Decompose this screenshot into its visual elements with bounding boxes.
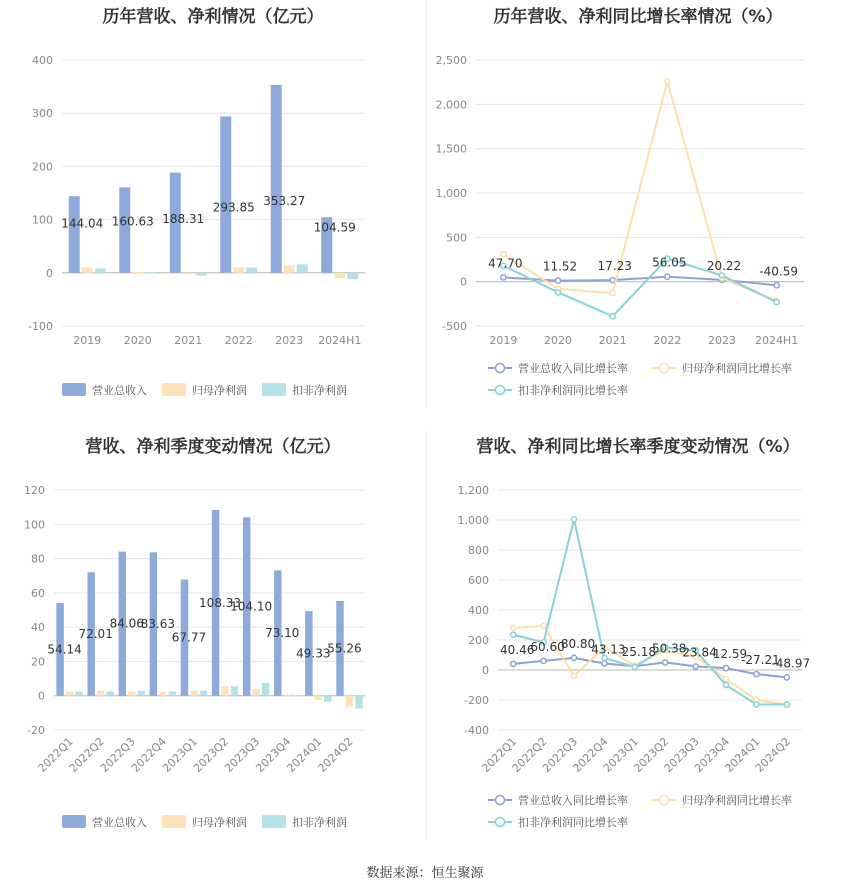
legend-label: 归母净利润同比增长率 [682, 362, 792, 375]
legend-label: 归母净利润 [192, 384, 247, 397]
bar [231, 686, 238, 695]
y-tick-label: 2,500 [435, 54, 467, 67]
data-point [665, 274, 670, 279]
legend-label: 扣非净利润同比增长率 [518, 816, 628, 829]
data-label: 83.63 [140, 617, 176, 632]
data-point [663, 660, 668, 665]
legend-label: 扣非净利润 [292, 816, 347, 829]
legend-marker [496, 796, 505, 805]
data-label: 54.14 [47, 642, 82, 657]
data-label: 11.52 [542, 259, 578, 274]
x-tick-label: 2023Q3 [222, 734, 263, 775]
legend-marker [496, 364, 505, 373]
data-point [571, 655, 576, 660]
y-tick-label: 1,000 [435, 187, 467, 200]
data-point [723, 682, 728, 687]
bar [315, 696, 322, 700]
bar [252, 689, 259, 696]
data-point [754, 671, 759, 676]
legend-label: 营业总收入 [92, 816, 147, 829]
legend-label: 扣非净利润同比增长率 [518, 384, 628, 397]
data-label: 188.31 [162, 211, 205, 226]
x-tick-label: 2022 [224, 334, 253, 347]
legend-label: 营业总收入同比增长率 [518, 362, 628, 375]
data-label: 12.59 [712, 647, 748, 662]
data-label: 49.33 [296, 646, 331, 661]
x-tick-label: 2024Q2 [315, 734, 356, 775]
legend-swatch [62, 815, 86, 828]
y-tick-label: 800 [468, 544, 489, 557]
bar [246, 267, 257, 272]
bar [347, 273, 358, 279]
data-label: 104.10 [230, 599, 273, 614]
data-point [754, 702, 759, 707]
data-label: 25.18 [621, 645, 656, 660]
legend-label: 营业总收入 [92, 384, 147, 397]
bar [324, 696, 331, 702]
data-point [774, 283, 779, 288]
data-label: 67.77 [171, 630, 207, 645]
legend-swatch [162, 383, 186, 396]
x-tick-label: 2024H1 [318, 334, 362, 347]
x-tick-label: 2022Q3 [540, 734, 581, 775]
data-point [602, 661, 607, 666]
chart-panel-annual-amount [0, 0, 426, 410]
legend-swatch [262, 815, 286, 828]
y-tick-label: 200 [32, 160, 53, 174]
bar [355, 696, 362, 709]
series-line [513, 519, 787, 704]
y-tick-label: 80 [31, 552, 45, 566]
data-label: 160.63 [111, 214, 154, 229]
data-label: 144.04 [61, 216, 104, 231]
bar [271, 85, 282, 273]
data-point [571, 673, 576, 678]
y-tick-label: -200 [464, 694, 489, 707]
bar [75, 691, 82, 695]
bar [346, 696, 353, 707]
data-point [610, 291, 615, 296]
y-tick-label: 400 [468, 604, 489, 617]
data-label: 293.85 [212, 200, 255, 215]
bar [190, 691, 197, 696]
bar [106, 691, 113, 695]
bar [334, 273, 345, 278]
chart-quarterly-amount [0, 430, 426, 850]
data-point [784, 675, 789, 680]
data-point [610, 278, 615, 283]
bar [66, 691, 73, 695]
x-tick-label: 2023 [275, 334, 304, 347]
bar [119, 187, 130, 272]
x-tick-label: 2023Q4 [253, 734, 294, 775]
data-label: 84.06 [109, 616, 144, 631]
bar [145, 272, 156, 273]
bar [293, 695, 300, 696]
data-label: 80.80 [560, 636, 596, 651]
x-tick-label: 2022Q4 [570, 734, 611, 775]
chart-title: 营收、净利同比增长率季度变动情况（%） [476, 437, 800, 457]
data-label: 73.10 [265, 626, 300, 641]
bar [220, 116, 231, 272]
bar [183, 273, 194, 275]
bar [128, 691, 135, 695]
y-tick-label: 120 [24, 484, 45, 497]
legend-swatch [262, 383, 286, 396]
bar [137, 691, 144, 696]
data-label: 20.22 [706, 258, 742, 273]
x-tick-label: 2023Q2 [631, 734, 672, 775]
x-tick-label: 2020 [544, 334, 572, 347]
data-label: 108.33 [199, 595, 242, 610]
chart-panel-annual-growth [426, 0, 850, 410]
legend-marker [496, 386, 505, 395]
y-tick-label: -20 [27, 724, 45, 737]
x-tick-label: 2022Q2 [509, 734, 550, 775]
data-label: 43.13 [591, 642, 626, 657]
bar [159, 692, 166, 695]
legend-label: 营业总收入同比增长率 [518, 794, 628, 807]
y-tick-label: 1,200 [457, 484, 489, 497]
data-label: 50.38 [652, 641, 687, 656]
chart-title: 历年营收、净利同比增长率情况（%） [493, 7, 783, 27]
y-tick-label: 400 [32, 54, 53, 67]
x-tick-label: 2024Q2 [752, 734, 793, 775]
bar [233, 267, 244, 272]
x-tick-label: 2023Q1 [160, 734, 201, 775]
data-point [555, 278, 560, 283]
x-tick-label: 2023Q4 [692, 734, 733, 775]
data-label: 72.01 [78, 626, 113, 641]
x-tick-label: 2022Q1 [479, 734, 520, 775]
y-tick-label: -400 [464, 724, 489, 737]
y-tick-label: 100 [32, 213, 53, 227]
bar [95, 269, 106, 273]
y-tick-label: 100 [24, 518, 45, 532]
data-source-note: 数据来源：恒生聚源 [366, 866, 484, 881]
x-tick-label: 2022Q3 [97, 734, 138, 775]
data-label: 104.59 [313, 220, 356, 235]
x-tick-label: 2023Q3 [661, 734, 702, 775]
data-point [511, 632, 516, 637]
data-point [723, 676, 728, 681]
y-tick-label: 600 [468, 574, 489, 587]
data-point [610, 314, 615, 319]
y-tick-label: 300 [32, 107, 53, 121]
x-tick-label: 2020 [123, 334, 152, 347]
x-tick-label: 2024Q1 [722, 734, 763, 775]
y-tick-label: 0 [38, 689, 45, 703]
y-tick-label: 0 [46, 266, 53, 280]
data-label: 56.05 [652, 255, 687, 270]
bar [97, 691, 104, 696]
x-tick-label: 2022Q2 [66, 734, 107, 775]
y-tick-label: 40 [31, 621, 45, 635]
bar [284, 695, 291, 696]
bar [69, 196, 80, 273]
legend-label: 扣非净利润 [292, 384, 347, 397]
legend-marker [660, 796, 669, 805]
data-label: -48.97 [771, 656, 811, 671]
x-tick-label: 2019 [489, 334, 518, 347]
chart-annual-amount [0, 0, 426, 410]
data-point [784, 702, 789, 707]
x-tick-label: 2022 [653, 334, 682, 347]
data-point [511, 661, 516, 666]
bar [200, 691, 207, 696]
data-point [774, 299, 779, 304]
y-tick-label: 2,000 [435, 98, 467, 112]
x-tick-label: 2021 [598, 334, 627, 347]
x-tick-label: 2024Q1 [284, 734, 325, 775]
y-tick-label: 0 [482, 664, 489, 677]
legend-marker [496, 818, 505, 827]
chart-annual-growth [426, 0, 850, 410]
y-tick-label: 60 [31, 586, 45, 600]
y-tick-label: -500 [442, 320, 467, 333]
data-point [501, 275, 506, 280]
y-tick-label: 500 [446, 231, 467, 245]
y-tick-label: 200 [468, 634, 489, 647]
x-tick-label: 2022Q1 [35, 734, 76, 775]
data-label: 60.60 [530, 639, 565, 654]
legend-swatch [62, 383, 86, 396]
chart-title: 营收、净利季度变动情况（亿元） [85, 437, 341, 457]
x-tick-label: 2023 [708, 334, 736, 347]
data-label: 17.23 [597, 259, 632, 274]
bar [82, 267, 93, 272]
data-label: 353.27 [263, 194, 306, 209]
x-tick-label: 2023Q1 [600, 734, 641, 775]
data-point [555, 290, 560, 295]
bar [169, 691, 176, 695]
legend-label: 归母净利润 [192, 816, 247, 829]
bar [297, 264, 308, 273]
bar [196, 273, 207, 276]
data-label: -27.21 [741, 653, 780, 668]
x-tick-label: 2022Q4 [128, 734, 169, 775]
data-point [632, 664, 637, 669]
y-tick-label: 0 [460, 275, 467, 289]
x-tick-label: 2019 [73, 334, 102, 347]
data-label: 23.84 [682, 645, 717, 660]
data-point [693, 664, 698, 669]
y-tick-label: 1,000 [457, 514, 489, 527]
y-tick-label: 20 [31, 655, 45, 669]
data-point [571, 517, 576, 522]
data-point [541, 658, 546, 663]
bar [284, 265, 295, 272]
chart-panel-quarterly-growth [426, 430, 850, 850]
data-point [511, 625, 516, 630]
bar [132, 272, 143, 273]
bar [262, 683, 269, 696]
x-tick-label: 2024H1 [755, 334, 799, 347]
chart-panel-quarterly-amount [0, 430, 426, 850]
data-point [665, 79, 670, 84]
y-tick-label: -100 [28, 320, 53, 333]
data-point [723, 666, 728, 671]
data-point [719, 273, 724, 278]
legend-swatch [162, 815, 186, 828]
data-label: 55.26 [327, 641, 362, 656]
y-tick-label: 1,500 [435, 142, 467, 156]
bar [221, 686, 228, 695]
x-tick-label: 2023Q2 [191, 734, 232, 775]
chart-title: 历年营收、净利情况（亿元） [102, 7, 324, 27]
data-label: 40.46 [500, 642, 535, 657]
x-tick-label: 2021 [174, 334, 203, 347]
legend-marker [660, 364, 669, 373]
data-label: -40.59 [759, 264, 799, 279]
chart-quarterly-growth [426, 430, 850, 850]
data-point [541, 623, 546, 628]
data-label: 47.70 [488, 256, 523, 271]
legend-label: 归母净利润同比增长率 [682, 794, 792, 807]
